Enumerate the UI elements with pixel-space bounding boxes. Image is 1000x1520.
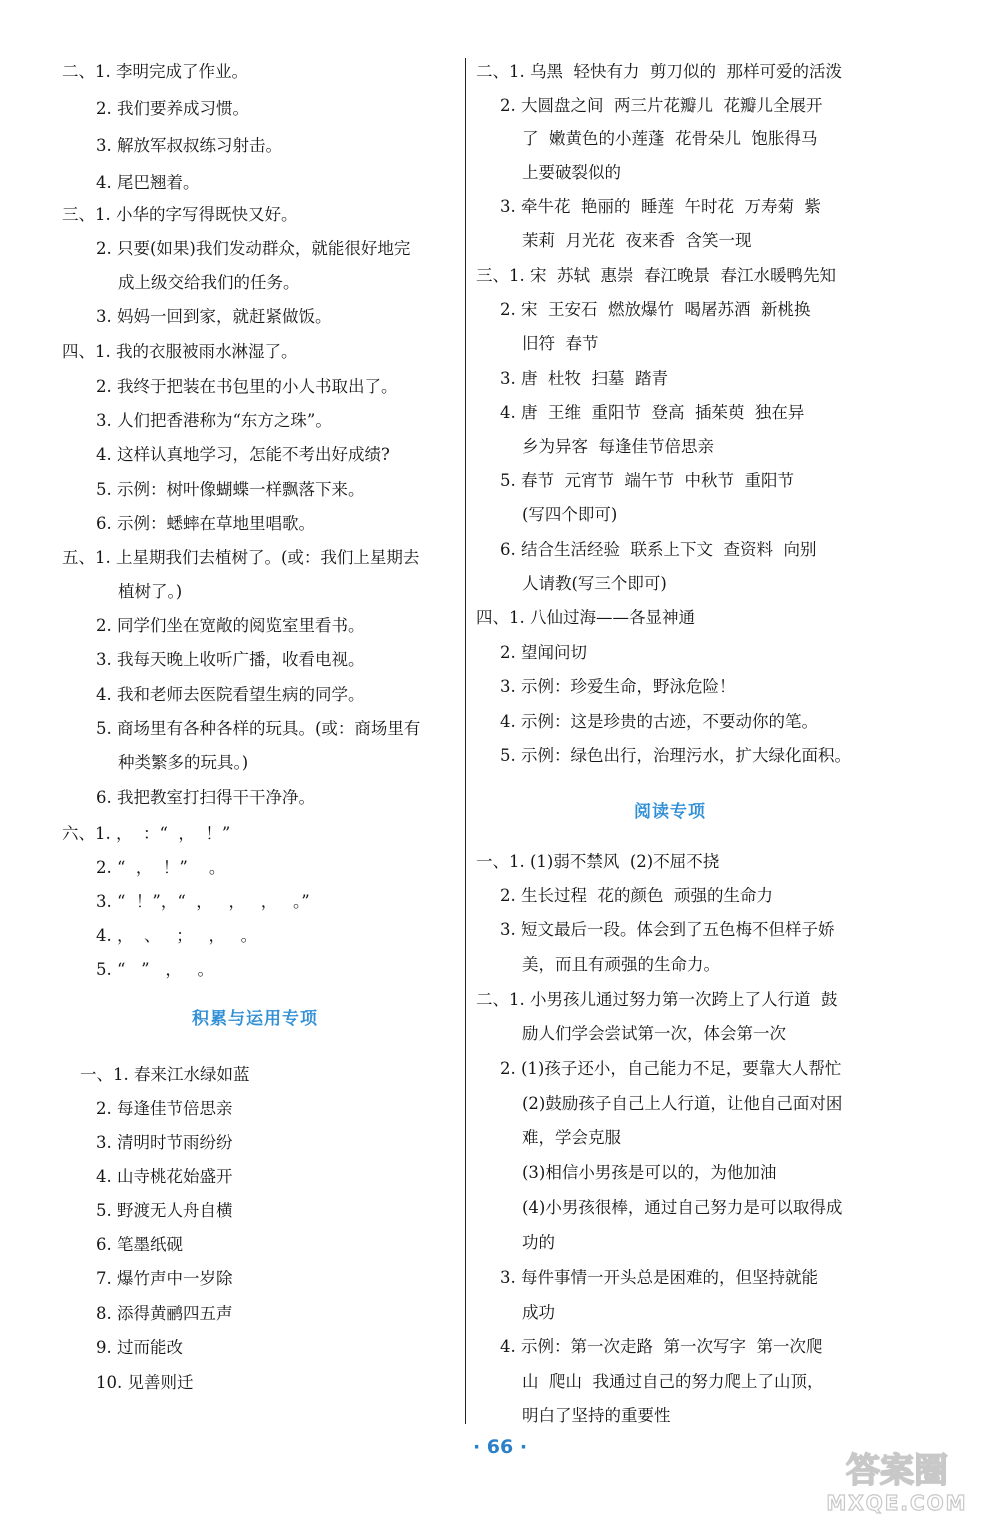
left-answer-line: 8. 添得黄鹂四五声 — [96, 1304, 233, 1323]
right-answer-line: 5. 春节 元宵节 端午节 中秋节 重阳节 — [500, 471, 794, 490]
left-answer-line: 一、1. 春来江水绿如蓝 — [80, 1065, 250, 1084]
left-answer-line: 2. 只要(如果)我们发动群众，就能很好地完 — [96, 239, 411, 258]
left-answer-line: 3. 解放军叔叔练习射击。 — [96, 136, 282, 155]
right-answer-line: 美，而且有顽强的生命力。 — [522, 955, 720, 974]
left-answer-line: 2. 我终于把装在书包里的小人书取出了。 — [96, 377, 398, 396]
left-answer-line: 3. 人们把香港称为“东方之珠”。 — [96, 411, 332, 430]
column-divider — [465, 58, 466, 1424]
left-answer-line: 7. 爆竹声中一岁除 — [96, 1269, 233, 1288]
watermark-brand: 答案圈 — [846, 1451, 948, 1491]
right-answer-line: 励人们学会尝试第一次，体会第一次 — [522, 1024, 786, 1043]
left-answer-line: 5. “ ” ， 。 — [96, 960, 215, 979]
section-heading-reading: 阅读专项 — [634, 802, 706, 822]
left-answer-line: 3. 我每天晚上收听广播，收看电视。 — [96, 650, 365, 669]
right-answer-line: 2. 生长过程 花的颜色 顽强的生命力 — [500, 886, 773, 905]
left-answer-line: 4. 我和老师去医院看望生病的同学。 — [96, 685, 365, 704]
right-answer-line: 3. 牵牛花 艳丽的 睡莲 午时花 万寿菊 紫 — [500, 197, 821, 216]
right-answer-line: 二、1. 乌黑 轻快有力 剪刀似的 那样可爱的活泼 — [476, 62, 842, 81]
watermark-site: MXQE.COM — [826, 1491, 968, 1515]
left-answer-line: 4. ， 、 ； ， 。 — [96, 926, 258, 945]
right-answer-line: 一、1. (1)弱不禁风 (2)不屈不挠 — [476, 852, 720, 871]
watermark-logo — [802, 1442, 992, 1516]
left-answer-line: 6. 示例：蟋蟀在草地里唱歌。 — [96, 514, 315, 533]
left-answer-line: 5. 商场里有各种各样的玩具。(或：商场里有 — [96, 719, 421, 738]
right-answer-line: 3. 每件事情一开头总是困难的，但坚持就能 — [500, 1268, 818, 1287]
right-answer-line: 三、1. 宋 苏轼 惠崇 春江晚景 春江水暖鸭先知 — [476, 266, 836, 285]
right-answer-line: 功的 — [522, 1233, 555, 1252]
right-answer-line: 6. 结合生活经验 联系上下文 查资料 向别 — [500, 540, 817, 559]
right-answer-line: 3. 唐 杜牧 扫墓 踏青 — [500, 369, 668, 388]
right-answer-line: 5. 示例：绿色出行，治理污水，扩大绿化面积。 — [500, 746, 851, 765]
right-answer-line: 2. (1)孩子还小，自己能力不足，要靠大人帮忙 — [500, 1059, 842, 1078]
right-answer-line: 2. 望闻问切 — [500, 643, 587, 662]
right-answer-line: 2. 宋 王安石 燃放爆竹 喝屠苏酒 新桃换 — [500, 300, 811, 319]
left-answer-line: 3. “ ！”，“ ， ， ， 。” — [96, 892, 310, 911]
right-answer-line: 明白了坚持的重要性 — [522, 1406, 671, 1425]
right-answer-line: 二、1. 小男孩儿通过努力第一次跨上了人行道 鼓 — [476, 990, 838, 1009]
right-answer-line: 茉莉 月光花 夜来香 含笑一现 — [522, 231, 752, 250]
right-answer-line: 3. 示例：珍爱生命，野泳危险！ — [500, 677, 736, 696]
left-answer-line: 3. 清明时节雨纷纷 — [96, 1133, 233, 1152]
right-answer-line: 难，学会克服 — [522, 1128, 621, 1147]
watermark-logo-icon — [802, 1442, 992, 1516]
right-answer-line: 了 嫩黄色的小莲蓬 花骨朵儿 饱胀得马 — [522, 129, 818, 148]
right-answer-line: (4)小男孩很棒，通过自己努力是可以取得成 — [522, 1198, 843, 1217]
right-answer-line: (3)相信小男孩是可以的，为他加油 — [522, 1163, 777, 1182]
left-answer-line: 植树了。) — [118, 582, 183, 601]
left-answer-line: 成上级交给我们的任务。 — [118, 273, 300, 292]
page-number: · 66 · — [472, 1436, 528, 1458]
left-answer-line: 三、1. 小华的字写得既快又好。 — [62, 205, 298, 224]
right-answer-line: 3. 短文最后一段。体会到了五色梅不但样子娇 — [500, 920, 835, 939]
left-answer-line: 4. 山寺桃花始盛开 — [96, 1167, 233, 1186]
left-answer-line: 2. 我们要养成习惯。 — [96, 99, 249, 118]
left-answer-line: 3. 妈妈一回到家，就赶紧做饭。 — [96, 307, 332, 326]
left-answer-line: 2. 每逢佳节倍思亲 — [96, 1099, 233, 1118]
left-answer-line: 4. 尾巴翘着。 — [96, 173, 200, 192]
left-answer-line: 4. 这样认真地学习，怎能不考出好成绩? — [96, 445, 390, 464]
left-answer-line: 5. 野渡无人舟自横 — [96, 1201, 233, 1220]
right-answer-line: 2. 大圆盘之间 两三片花瓣儿 花瓣儿全展开 — [500, 96, 823, 115]
right-answer-line: (2)鼓励孩子自己上人行道，让他自己面对困 — [522, 1094, 843, 1113]
left-answer-line: 6. 我把教室打扫得干干净净。 — [96, 788, 315, 807]
right-answer-line: 乡为异客 每逢佳节倍思亲 — [522, 437, 714, 456]
left-answer-line: 四、1. 我的衣服被雨水淋湿了。 — [62, 342, 298, 361]
right-answer-line: 4. 示例：这是珍贵的古迹，不要动你的笔。 — [500, 712, 818, 731]
left-answer-line: 2. 同学们坐在宽敞的阅览室里看书。 — [96, 616, 365, 635]
right-answer-line: 4. 唐 王维 重阳节 登高 插茱萸 独在异 — [500, 403, 805, 422]
left-answer-line: 二、1. 李明完成了作业。 — [62, 62, 248, 81]
right-answer-line: 成功 — [522, 1303, 555, 1322]
right-answer-line: 四、1. 八仙过海——各显神通 — [476, 608, 695, 627]
left-answer-line: 9. 过而能改 — [96, 1338, 183, 1357]
left-answer-line: 2. “ ， ！” 。 — [96, 858, 226, 877]
left-answer-line: 6. 笔墨纸砚 — [96, 1235, 183, 1254]
right-answer-line: 4. 示例：第一次走路 第一次写字 第一次爬 — [500, 1337, 823, 1356]
right-answer-line: (写四个即可) — [522, 505, 618, 524]
section-heading-accumulation: 积累与运用专项 — [192, 1009, 318, 1029]
right-answer-line: 上要破裂似的 — [522, 163, 621, 182]
left-answer-line: 5. 示例：树叶像蝴蝶一样飘落下来。 — [96, 480, 365, 499]
left-answer-line: 种类繁多的玩具。) — [118, 753, 249, 772]
left-answer-line: 六、1. ， ：“ ， ！” — [62, 824, 231, 843]
right-answer-line: 山 爬山 我通过自己的努力爬上了山顶， — [522, 1372, 824, 1391]
right-answer-line: 旧符 春节 — [522, 334, 599, 353]
right-answer-line: 人请教(写三个即可) — [522, 574, 667, 593]
left-answer-line: 五、1. 上星期我们去植树了。(或：我们上星期去 — [62, 548, 420, 567]
left-answer-line: 10. 见善则迁 — [96, 1373, 194, 1392]
